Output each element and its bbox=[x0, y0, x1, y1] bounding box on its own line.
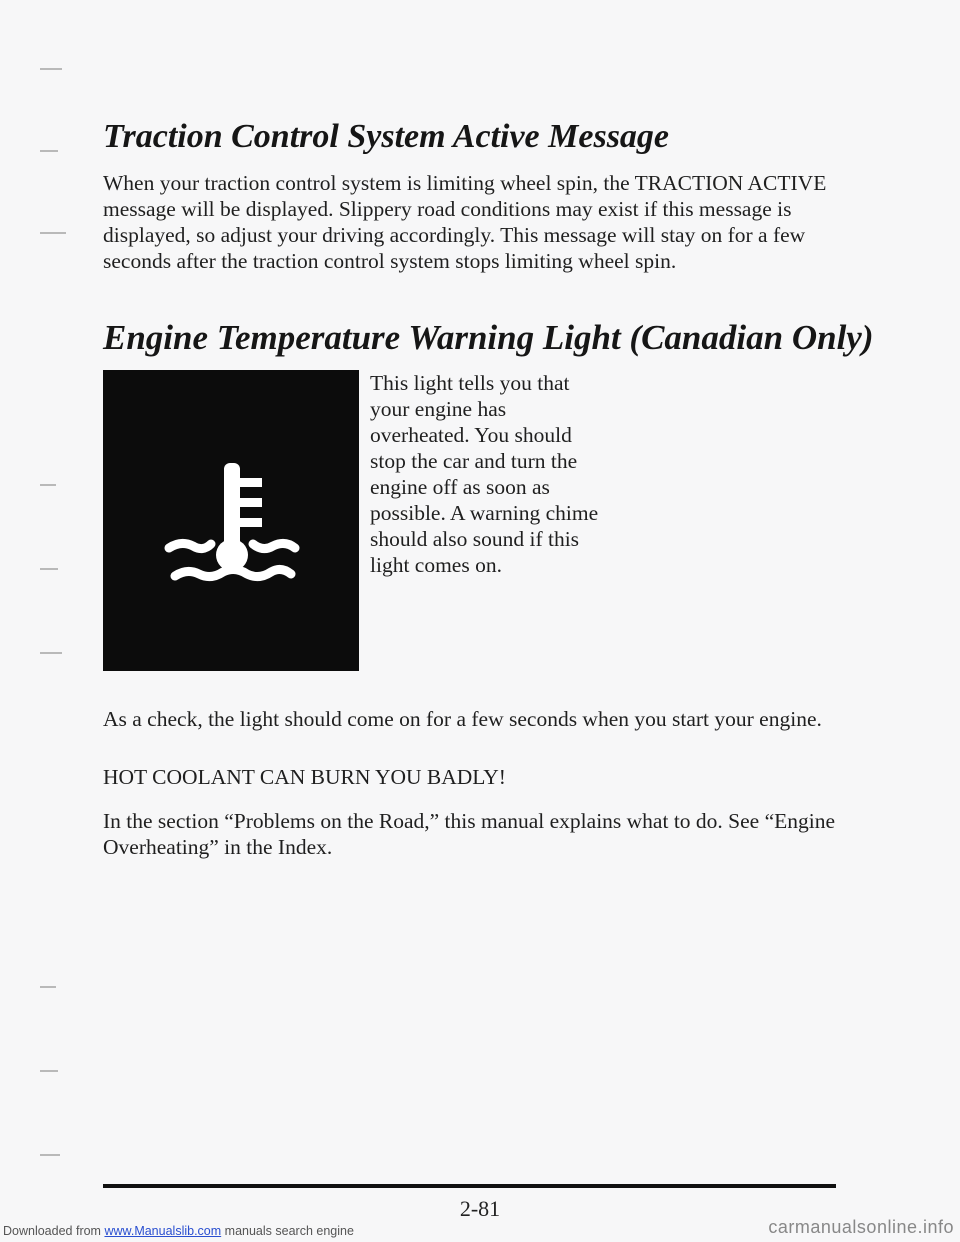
edge-mark bbox=[40, 652, 62, 654]
hot-coolant-warning: HOT COOLANT CAN BURN YOU BADLY! bbox=[103, 765, 506, 789]
page-number: 2-81 bbox=[459, 1196, 501, 1221]
watermark-suffix: manuals search engine bbox=[224, 1224, 354, 1238]
edge-mark bbox=[40, 1154, 60, 1156]
watermark-prefix: Downloaded from bbox=[3, 1224, 101, 1238]
edge-mark bbox=[40, 68, 62, 70]
reference-paragraph: In the section “Problems on the Road,” this manual explains what to do. See “Engine Overheating” in the Index. bbox=[103, 809, 836, 859]
edge-mark bbox=[40, 568, 58, 570]
footer-rule bbox=[103, 1184, 836, 1188]
edge-mark bbox=[40, 232, 66, 234]
check-paragraph: As a check, the light should come on for a few seconds when you start your engine. bbox=[103, 707, 822, 731]
carmanuals-watermark: carmanualsonline.info bbox=[768, 1217, 954, 1237]
edge-mark bbox=[40, 484, 56, 486]
edge-mark bbox=[40, 986, 56, 988]
traction-paragraph: When your traction control system is limiting wheel spin, the TRACTION ACTIVE message will be displayed. Slippery road conditions may exist if this message is displayed, so adjust your driving accordingly. This message will stay on for a few seconds after the traction control system stops limiting wheel spin. bbox=[103, 171, 827, 273]
engine-temp-warning-light bbox=[103, 370, 359, 671]
coolant-temperature-icon bbox=[103, 370, 359, 671]
edge-mark bbox=[40, 1070, 58, 1072]
download-watermark bbox=[3, 1224, 354, 1238]
engine-temp-section-title: Engine Temperature Warning Light (Canadian Only) bbox=[103, 318, 874, 357]
warning-light-description: This light tells you that your engine has overheated. You should stop the car and turn the engine off as soon as possible. A warning chime should also sound if this light comes on. bbox=[370, 371, 599, 577]
traction-section-title: Traction Control System Active Message bbox=[103, 118, 670, 155]
edge-mark bbox=[40, 150, 58, 152]
manualslib-link[interactable]: www.Manualslib.com bbox=[104, 1224, 222, 1238]
